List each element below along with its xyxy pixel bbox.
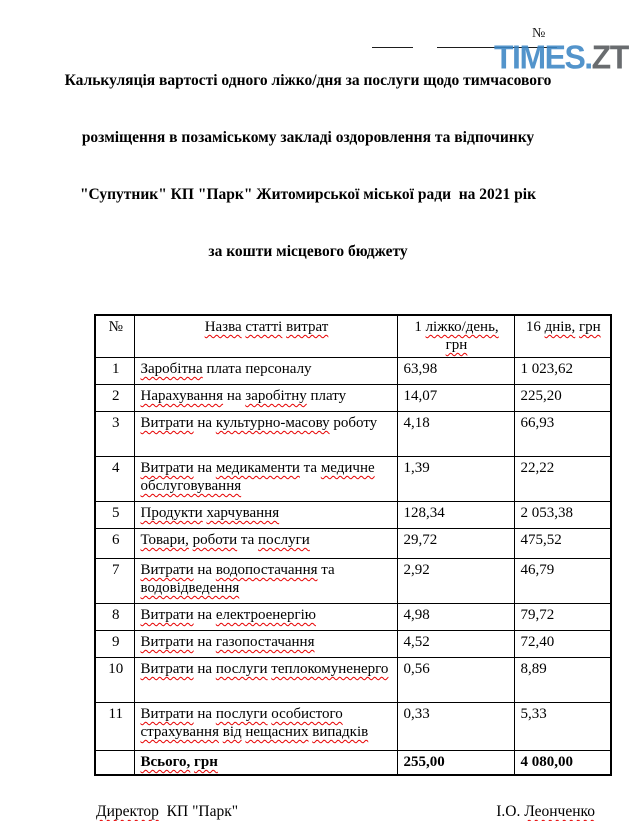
times-zt-watermark-logo bbox=[494, 38, 628, 76]
cell-per-16d: 66,93 bbox=[514, 412, 611, 457]
table-row bbox=[95, 631, 611, 658]
cell-per-16d: 46,79 bbox=[514, 559, 611, 604]
cell-per-day: 4,52 bbox=[397, 631, 514, 658]
cell-per-day: 0,33 bbox=[397, 703, 514, 751]
cell-per-16d: 225,20 bbox=[514, 385, 611, 412]
watermark-dot: . bbox=[584, 38, 592, 76]
cell-num: 8 bbox=[95, 604, 134, 631]
cell-name: Нарахування на заробітну плату bbox=[134, 385, 397, 412]
cell-name: Витрати на культурно-масову роботу bbox=[134, 412, 397, 457]
cell-per-day: 128,34 bbox=[397, 502, 514, 529]
cell-name: Заробітна плата персоналу bbox=[134, 358, 397, 385]
cell-per-16d: 79,72 bbox=[514, 604, 611, 631]
cell-per-day: 2,92 bbox=[397, 559, 514, 604]
director-title-text: Директор КП "Парк" bbox=[96, 803, 239, 820]
table-row bbox=[95, 358, 611, 385]
title-line: "Супутник" КП "Парк" Житомирської міської ради на 2021 рік bbox=[79, 186, 537, 203]
title-line: Калькуляція вартості одного ліжко/дня за послуги щодо тимчасового bbox=[64, 72, 552, 89]
cell-per-16d: 2 053,38 bbox=[514, 502, 611, 529]
cell-per-day: 63,98 bbox=[397, 358, 514, 385]
cell-per-16d: 8,89 bbox=[514, 658, 611, 703]
cost-calculation-table bbox=[94, 314, 612, 776]
table-row bbox=[95, 703, 611, 751]
cell-num: 7 bbox=[95, 559, 134, 604]
cell-num-empty bbox=[95, 751, 134, 776]
cell-num: 4 bbox=[95, 457, 134, 502]
header-cell-name: Назва статті витрат bbox=[134, 315, 397, 358]
blank-fill-line bbox=[372, 40, 413, 48]
header-cell-per-day: 1 ліжко/день, грн bbox=[397, 315, 514, 358]
cell-per-16d: 1 023,62 bbox=[514, 358, 611, 385]
cell-per-day: 4,98 bbox=[397, 604, 514, 631]
cell-name: Витрати на послуги теплокомуненерго bbox=[134, 658, 397, 703]
table-row bbox=[95, 502, 611, 529]
title-line: за кошти місцевого бюджету bbox=[208, 243, 408, 260]
cell-name: Продукти харчування bbox=[134, 502, 397, 529]
table-row bbox=[95, 604, 611, 631]
watermark-zt-text: ZT bbox=[591, 38, 628, 76]
total-per-16d: 4 080,00 bbox=[514, 751, 611, 776]
cell-name: Витрати на послуги особистого страхування від нещасних випадків bbox=[134, 703, 397, 751]
cell-per-day: 14,07 bbox=[397, 385, 514, 412]
table-header-row bbox=[95, 315, 611, 358]
cell-per-16d: 5,33 bbox=[514, 703, 611, 751]
cell-num: 5 bbox=[95, 502, 134, 529]
table-row bbox=[95, 385, 611, 412]
cell-per-16d: 475,52 bbox=[514, 529, 611, 559]
table-row bbox=[95, 457, 611, 502]
cell-per-day: 29,72 bbox=[397, 529, 514, 559]
cell-per-16d: 22,22 bbox=[514, 457, 611, 502]
total-per-day: 255,00 bbox=[397, 751, 514, 776]
cell-num: 11 bbox=[95, 703, 134, 751]
document-page bbox=[0, 26, 640, 820]
cell-name: Витрати на електроенергію bbox=[134, 604, 397, 631]
cell-per-16d: 72,40 bbox=[514, 631, 611, 658]
cell-num: 10 bbox=[95, 658, 134, 703]
table-row bbox=[95, 529, 611, 559]
cell-name: Витрати на водопостачання та водовідведення bbox=[134, 559, 397, 604]
title-line: розміщення в позаміському закладі оздоровлення та відпочинку bbox=[81, 129, 535, 146]
cell-name: Товари, роботи та послуги bbox=[134, 529, 397, 559]
cell-name: Витрати на газопостачання bbox=[134, 631, 397, 658]
table-row bbox=[95, 658, 611, 703]
document-number-symbol: № bbox=[532, 26, 546, 41]
cell-num: 1 bbox=[95, 358, 134, 385]
signature-line bbox=[96, 803, 595, 821]
watermark-times-text: TIMES bbox=[494, 38, 585, 76]
table-row bbox=[95, 559, 611, 604]
header-cell-num: № bbox=[95, 315, 134, 358]
total-label: Всього, грн bbox=[134, 751, 397, 776]
cell-name: Витрати на медикаменти та медичне обслуговування bbox=[134, 457, 397, 502]
cell-num: 2 bbox=[95, 385, 134, 412]
header-cell-per-16d: 16 днів, грн bbox=[514, 315, 611, 358]
cell-num: 9 bbox=[95, 631, 134, 658]
cell-per-day: 4,18 bbox=[397, 412, 514, 457]
cell-per-day: 0,56 bbox=[397, 658, 514, 703]
cell-per-day: 1,39 bbox=[397, 457, 514, 502]
cell-num: 6 bbox=[95, 529, 134, 559]
table-row bbox=[95, 412, 611, 457]
cell-num: 3 bbox=[95, 412, 134, 457]
director-name-text: І.О. Леонченко bbox=[496, 803, 595, 820]
table-total-row bbox=[95, 751, 611, 776]
